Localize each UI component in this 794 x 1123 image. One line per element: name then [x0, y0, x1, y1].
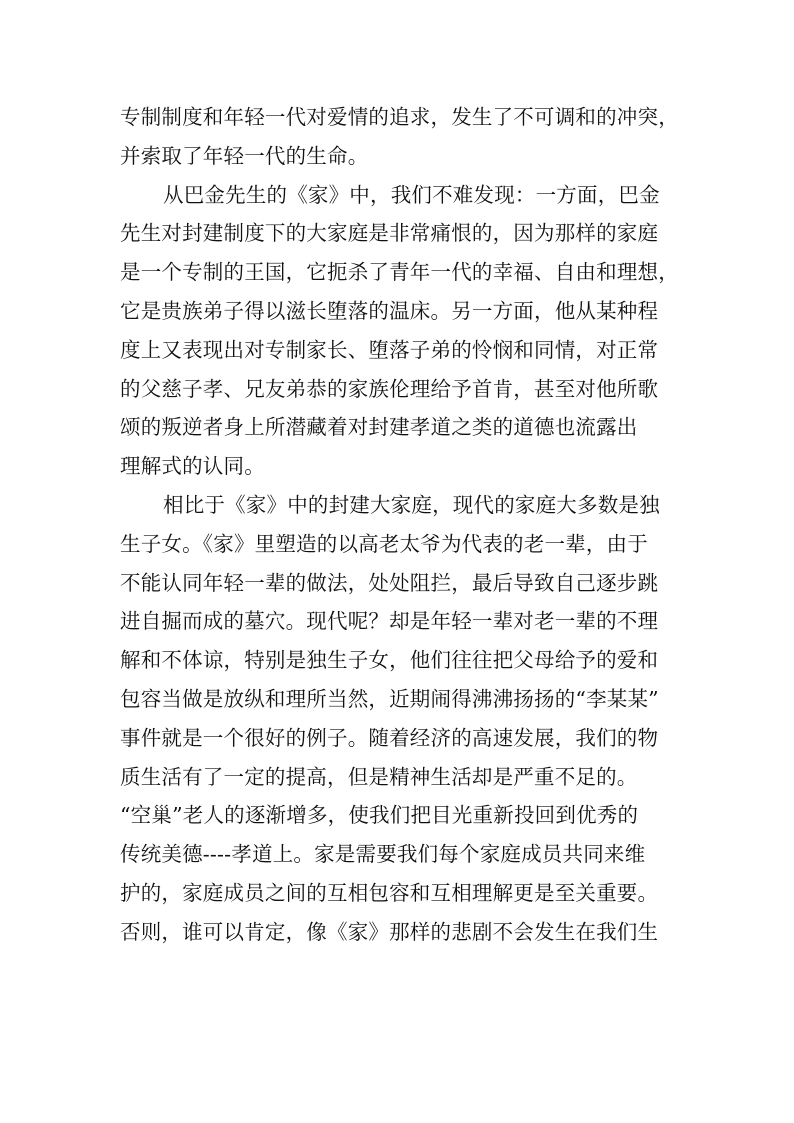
text-line: 的父慈子孝、兄友弟恭的家族伦理给予首肯，甚至对他所歌 — [120, 376, 659, 401]
text-line: 度上又表现出对专制家长、堕落子弟的怜悯和同情，对正常 — [120, 337, 659, 362]
text-line: 它是贵族弟子得以滋长堕落的温床。另一方面，他从某种程 — [120, 298, 659, 323]
text-line: 是一个专制的王国，它扼杀了青年一代的幸福、自由和理想， — [120, 260, 679, 285]
paragraph-start-line: 相比于《家》中的封建大家庭，现代的家庭大多数是独 — [163, 492, 660, 517]
text-line: 护的，家庭成员之间的互相包容和互相理解更是至关重要。 — [120, 880, 659, 905]
text-line: 理解式的认同。 — [120, 454, 265, 479]
text-line: 事件就是一个很好的例子。随着经济的高速发展，我们的物 — [120, 725, 659, 750]
paragraph-start-line: 从巴金先生的《家》中，我们不难发现：一方面，巴金 — [163, 182, 660, 207]
text-line: 颂的叛逆者身上所潜藏着对封建孝道之类的道德也流露出 — [120, 415, 638, 440]
text-line: 传统美德----孝道上。家是需要我们每个家庭成员共同来维 — [120, 842, 646, 867]
text-line: 进自掘而成的墓穴。现代呢？却是年轻一辈对老一辈的不理 — [120, 609, 659, 634]
text-line: 专制制度和年轻一代对爱情的追求，发生了不可调和的冲突， — [120, 105, 679, 129]
text-line: 质生活有了一定的提高，但是精神生活却是严重不足的。 — [120, 764, 638, 789]
text-line: 解和不体谅，特别是独生子女，他们往往把父母给予的爱和 — [120, 648, 659, 673]
text-line: “空巢”老人的逐渐增多，使我们把目光重新投回到优秀的 — [120, 803, 639, 828]
text-line: 不能认同年轻一辈的做法，处处阻拦，最后导致自己逐步跳 — [120, 570, 659, 595]
text-line: 否则，谁可以肯定，像《家》那样的悲剧不会发生在我们生 — [120, 919, 659, 944]
text-line: 包容当做是放纵和理所当然，近期闹得沸沸扬扬的“李某某” — [120, 686, 659, 711]
text-line: 生子女。《家》里塑造的以高老太爷为代表的老一辈，由于 — [120, 531, 648, 556]
text-line: 先生对封建制度下的大家庭是非常痛恨的，因为那样的家庭 — [120, 221, 659, 246]
text-line: 并索取了年轻一代的生命。 — [120, 143, 369, 168]
essay-text — [120, 98, 700, 952]
